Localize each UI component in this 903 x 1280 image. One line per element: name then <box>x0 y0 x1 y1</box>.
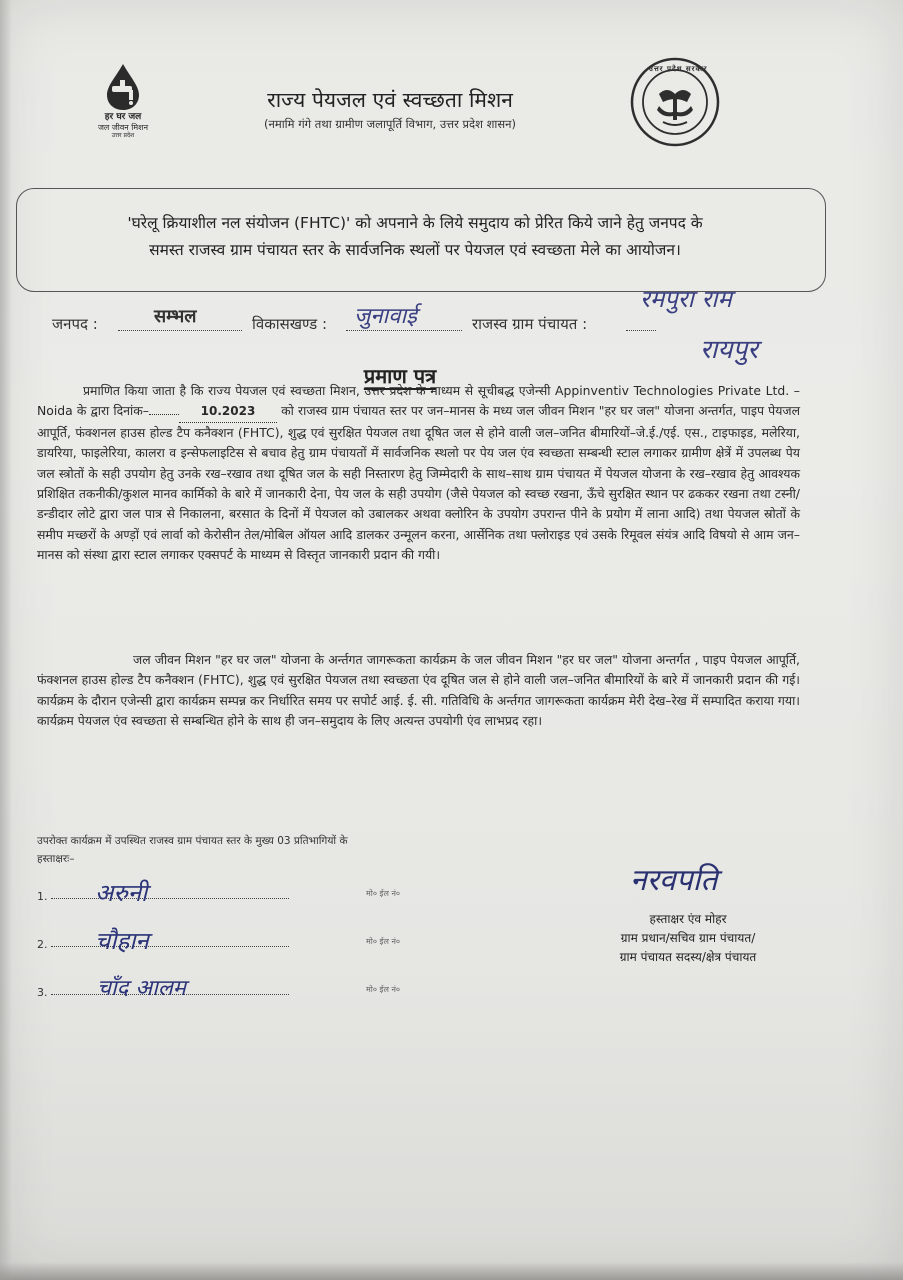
district-label: जनपद : <box>52 315 98 333</box>
panchayat-value-1: रमपुरा राम <box>640 285 732 313</box>
banner-line-2: समस्त राजस्व ग्राम पंचायत स्तर के सार्वजनिक स्थलों पर पेयजल एवं स्वच्छता मेले का आयोजन। <box>149 241 681 259</box>
up-government-seal <box>629 56 721 148</box>
signatory-caption <box>588 910 788 967</box>
participant-number: 1. <box>37 890 48 903</box>
page-edge-shadow <box>0 0 12 1280</box>
date-value: 10.2023 <box>179 401 277 422</box>
panchayat-label: राजस्व ग्राम पंचायत : <box>472 315 588 333</box>
participant-mobile-label: मो० ईल नं० <box>366 985 401 994</box>
panchayat-line <box>626 318 656 331</box>
participant-number: 2. <box>37 938 48 951</box>
mission-title: राज्य पेयजल एवं स्वच्छता मिशन <box>267 88 513 112</box>
district-value: सम्भल <box>154 306 197 327</box>
participant-signature: अरुनी <box>95 879 148 907</box>
panchayat-value-2: रायपुर <box>700 335 758 365</box>
block-label: विकासखण्ड : <box>252 315 328 333</box>
signatory-caption-2: ग्राम प्रधान/सचिव ग्राम पंचायत/ <box>620 931 756 945</box>
seal-text: उत्तर प्रदेश सरकार <box>649 65 708 73</box>
signatory-caption-3: ग्राम पंचायत सदस्य/क्षेत्र पंचायत <box>619 950 757 964</box>
para1-part-a: प्रमाणित किया जाता है कि राज्य पेयजल एवं स्वच्छता मिशन, उत्तर प्रदेश के माध्यम से सूचीबद्ध एजेन्सी Appinventiv Technologies Private Ltd. – Noida के द्वारा दिनांक– <box>37 383 800 419</box>
logo-line-1: हर घर जल <box>104 112 142 122</box>
signatory-caption-1: हस्ताक्षर एंव मोहर <box>649 912 727 926</box>
pradhan-signature: नरवपति <box>630 863 718 898</box>
certificate-paragraph-1 <box>37 381 800 566</box>
participant-number: 3. <box>37 986 48 999</box>
participant-mobile-label: मो० ईल नं० <box>366 889 401 898</box>
participant-signature: चाँद आलम <box>97 976 186 1001</box>
page-bottom-shadow <box>0 1262 903 1280</box>
event-banner-text <box>30 210 800 264</box>
participant-signature: चौहान <box>95 927 149 955</box>
para1-part-b: को राजस्व ग्राम पंचायत स्तर पर जन–मानस के मध्य जल जीवन मिशन "हर घर जल" योजना अन्तर्गत, पाइप पेयजल आपूर्ति, फंक्शनल हाउस होल्ड टैप कनैक्शन (FHTC), शुद्ध एवं सुरक्षित पेयजल तथा दूषित जल से होने वाली जल–जनित बीमारियों–जे.ई./एई. एस., टाइफाइड, मलेरिया, डायरिया, फाइलेरिया, कालरा व इन्सेफलाइटिस से बचाव हेतु ग्राम पंचायतों में सार्वजनिक स्थलो पर पेय जल एंव स्वच्छता सम्बन्धी स्टाल लगाकर ग्रामीण क्षेत्रें में उपलब्ध पेय जल स्त्रोतों के सही उपयोग हेतु उनके रख–रखाव तथा दूषित जल के सही निस्तारण हेतु जिम्मेदारी के साथ–साथ ग्राम पंचायत में पेयजल योजना के रख–रखाव हेतु आवश्यक प्रशिक्षित तकनीकी/कुशल मानव कार्मिको के बारे में जानकारी देना, पेय जल के सही उपयोग (जैसे पेयजल को स्वच्छ रखना, ऊँचे सुरक्षित स्थान पर ढककर रखना तथा टस्नी/डन्डीदार लोटे द्वारा जल पात्र से निकालना, बरसात के दिनों में पेयजल को उबालकर अथवा क्लोरिन के उपयोग उपरान्त पीने के प्रयोग में लाना आदि) तथा पेयजल स्रोतों के समीप मच्छरों के अण्ड़ों एवं लार्वा को केरोसीन तेल/मोबिल ऑयल आदि डालकर उन्मूलन करना, आर्सेनिक तथा फ्लोराइड एवं उसके रिमूवल संयंत्र आदि विषयो से आम जन–मानस को संस्था द्वारा स्टाल लगाकर एक्सपर्ट के माध्यम से विस्तृत जानकारी प्रदान की गयी। <box>37 403 800 563</box>
para2-text: जल जीवन मिशन "हर घर जल" योजना के अर्न्तगत जागरूकता कार्यक्रम के जल जीवन मिशन "हर घर जल" योजना अन्तर्गत , पाइप पेयजल आपूर्ति, फंक्शनल हाउस होल्ड टैप कनैक्शन (FHTC), शुद्ध एवं सुरक्षित पेयजल तथा स्वच्छता एंव दूषित जल से होने वाली जल–जनित बीमारियों के बारे में जानकारी प्रदान की गई। कार्यक्रम के दौरान एजेन्सी द्वारा कार्यक्रम सम्पन्न कर निर्धारित समय पर सपोर्ट आई. ई. सी. गतिविधि के अर्न्तगत जागरूकता कार्यक्रम मेरी देख–रेख में सम्पादित कराया गया। कार्यक्रम पेयजल एंव स्वच्छता से सम्बन्धित होने के साथ ही जन–समुदाय के लिए अत्यन्त उपयोगी एंव लाभप्रद रहा। <box>37 652 800 729</box>
banner-line-1: 'घरेलू क्रियाशील नल संयोजन (FHTC)' को अपनाने के लिये समुदाय को प्रेरित किये जाने हेतु जनपद के <box>127 214 703 232</box>
logo-line-3: उत्तर प्रदेश <box>111 132 135 139</box>
certificate-heading: प्रमाण पत्र <box>363 364 437 388</box>
participants-note-1: उपरोक्त कार्यक्रम में उपस्थित राजस्व ग्राम पंचायत स्तर के मुख्य 03 प्रतिभागियों के <box>37 835 348 847</box>
water-drop-tap-icon <box>101 62 145 112</box>
har-ghar-jal-logo <box>78 62 168 152</box>
mission-subtitle: (नमामि गंगे तथा ग्रामीण जलापूर्ति विभाग, उत्तर प्रदेश शासन) <box>263 117 517 131</box>
certificate-paragraph-2 <box>37 650 800 732</box>
participants-note-2: हस्ताक्षरः– <box>37 853 75 865</box>
participant-mobile-label: मो० ईल नं० <box>366 937 401 946</box>
block-value: जुनावाई <box>354 304 417 329</box>
logo-line-2: जल जीवन मिशन <box>97 123 149 132</box>
